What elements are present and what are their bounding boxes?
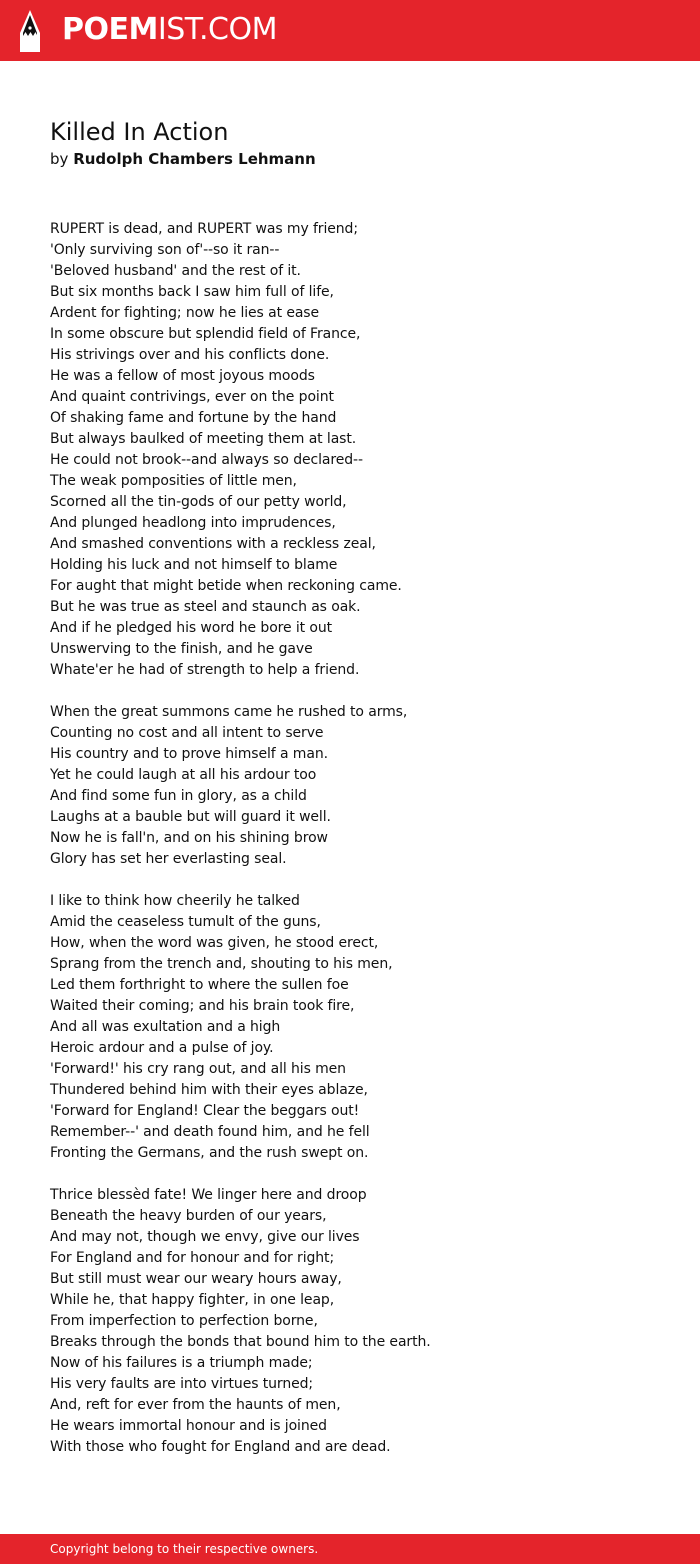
poem-line: RUPERT is dead, and RUPERT was my friend; <box>50 221 358 237</box>
poem-line: But six months back I saw him full of life, <box>50 284 334 300</box>
poem-line: Thundered behind him with their eyes ablaze, <box>50 1082 368 1098</box>
poem-line: For aught that might betide when reckoning came. <box>50 578 402 594</box>
poem-line: Heroic ardour and a pulse of joy. <box>50 1040 274 1056</box>
poem-title: Killed In Action <box>50 118 229 146</box>
poem-line: 'Forward for England! Clear the beggars out! <box>50 1103 360 1119</box>
pen-nib-icon[interactable] <box>17 9 43 53</box>
poem-line: 'Beloved husband' and the rest of it. <box>50 263 301 279</box>
poem-line: From imperfection to perfection borne, <box>50 1313 318 1329</box>
poem-line: Of shaking fame and fortune by the hand <box>50 410 337 426</box>
poem-line: 'Only surviving son of'--so it ran-- <box>50 242 280 258</box>
poem-line: For England and for honour and for right; <box>50 1250 335 1266</box>
poem-line: And quaint contrivings, ever on the point <box>50 389 334 405</box>
poem-line: Amid the ceaseless tumult of the guns, <box>50 914 321 930</box>
poem-line: But he was true as steel and staunch as oak. <box>50 599 361 615</box>
poem-line: His very faults are into virtues turned; <box>50 1376 314 1392</box>
poem-line: I like to think how cheerily he talked <box>50 893 300 909</box>
poem-line: With those who fought for England and are dead. <box>50 1439 391 1455</box>
poem-stanza <box>50 219 670 681</box>
poem-line: He could not brook--and always so declared-- <box>50 452 363 468</box>
site-footer <box>0 1534 700 1564</box>
poem-line: While he, that happy fighter, in one leap, <box>50 1292 335 1308</box>
poem-line: And if he pledged his word he bore it out <box>50 620 333 636</box>
poem-line: And may not, though we envy, give our lives <box>50 1229 360 1245</box>
poem-line: Sprang from the trench and, shouting to his men, <box>50 956 393 972</box>
poem-line: How, when the word was given, he stood erect, <box>50 935 379 951</box>
poem-stanza <box>50 1185 670 1458</box>
poem-line: He was a fellow of most joyous moods <box>50 368 315 384</box>
poem-line: And plunged headlong into imprudences, <box>50 515 336 531</box>
poem-line: Now he is fall'n, and on his shining brow <box>50 830 328 846</box>
poem-line: Scorned all the tin-gods of our petty world, <box>50 494 347 510</box>
poem-line: Unswerving to the finish, and he gave <box>50 641 313 657</box>
poem-line: His strivings over and his conflicts done. <box>50 347 330 363</box>
poem-line: Remember--' and death found him, and he fell <box>50 1124 370 1140</box>
logo-light-text: IST.COM <box>157 12 277 47</box>
poem-author: Rudolph Chambers Lehmann <box>73 150 316 168</box>
poem-line: Ardent for fighting; now he lies at ease <box>50 305 320 321</box>
poem-line: Laughs at a bauble but will guard it well. <box>50 809 331 825</box>
logo-bold-text: POEM <box>62 12 158 47</box>
poem-line: Whate'er he had of strength to help a friend. <box>50 662 360 678</box>
poem-line: Holding his luck and not himself to blame <box>50 557 338 573</box>
site-header <box>0 0 700 61</box>
poem-line: Thrice blessèd fate! We linger here and droop <box>50 1187 367 1203</box>
poem-line: In some obscure but splendid field of France, <box>50 326 361 342</box>
poem-line: And, reft for ever from the haunts of men, <box>50 1397 341 1413</box>
poem-body <box>50 219 670 1479</box>
poem-line: 'Forward!' his cry rang out, and all his men <box>50 1061 346 1077</box>
poem-line: Led them forthright to where the sullen foe <box>50 977 349 993</box>
poem-line: Now of his failures is a triumph made; <box>50 1355 313 1371</box>
by-label: by <box>50 150 69 168</box>
poem-stanza <box>50 702 670 870</box>
poem-line: He wears immortal honour and is joined <box>50 1418 327 1434</box>
poem-line: Glory has set her everlasting seal. <box>50 851 287 867</box>
poem-line: But always baulked of meeting them at last. <box>50 431 357 447</box>
poem-line: But still must wear our weary hours away, <box>50 1271 342 1287</box>
poem-line: When the great summons came he rushed to arms, <box>50 704 408 720</box>
poem-line: Yet he could laugh at all his ardour too <box>50 767 317 783</box>
poem-line: Beneath the heavy burden of our years, <box>50 1208 327 1224</box>
site-logo[interactable] <box>62 10 277 50</box>
poem-line: Fronting the Germans, and the rush swept on. <box>50 1145 369 1161</box>
poem-line: Waited their coming; and his brain took fire, <box>50 998 355 1014</box>
poem-stanza <box>50 891 670 1164</box>
copyright-notice: Copyright belong to their respective owners. <box>50 1542 319 1556</box>
poem-line: And smashed conventions with a reckless zeal, <box>50 536 376 552</box>
byline <box>50 148 316 170</box>
poem-line: And find some fun in glory, as a child <box>50 788 307 804</box>
poem-line: And all was exultation and a high <box>50 1019 281 1035</box>
poem-line: Breaks through the bonds that bound him to the earth. <box>50 1334 431 1350</box>
poem-line: The weak pomposities of little men, <box>50 473 297 489</box>
poem-line: His country and to prove himself a man. <box>50 746 328 762</box>
poem-line: Counting no cost and all intent to serve <box>50 725 324 741</box>
